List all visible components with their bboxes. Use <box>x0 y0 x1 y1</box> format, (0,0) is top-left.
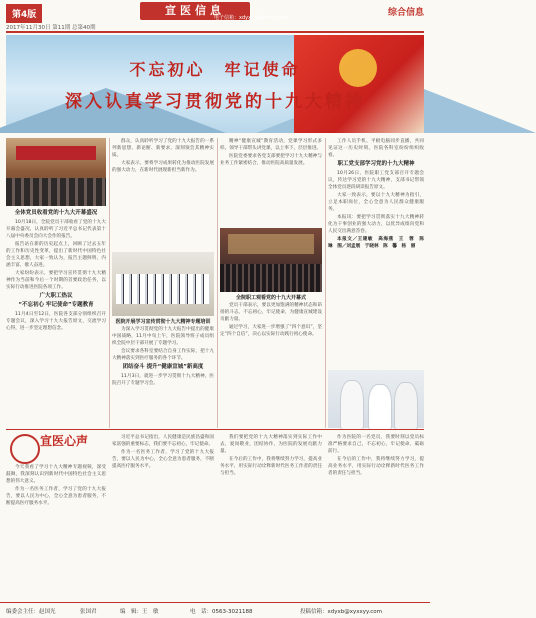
headline-banner <box>6 35 424 133</box>
photo-training-group <box>112 252 214 316</box>
page-number: 第4版 <box>6 4 42 23</box>
paragraph: 我们要把党的十九大精神落实到实际工作中去，爱岗敬业，团结协作，为医院的发展贡献力量。 <box>220 435 322 454</box>
paragraph: 今天我看了学习十九大精神专题视频，深受鼓舞，我深刻认识到新时代中国特色社会主义思想的伟大意义。 <box>6 465 106 484</box>
article-col-2 <box>112 138 214 248</box>
masthead-brand: 宣医信息 <box>140 2 250 20</box>
paragraph: 为深入学习贯彻党的十九大报告中提出的健康中国战略，11月中旬上午，医院领导班子成员组织全院中层干部开展了专题学习。 <box>112 327 214 346</box>
subheading: 职工党支部学习党的十九大精神 <box>337 161 415 167</box>
paragraph: 作为一名医务工作者，学习了党的十九大报告，要以人民为中心，全心全意为患者服务，不断提高医疗服务水平。 <box>6 487 106 506</box>
article-col-4 <box>328 138 429 368</box>
footer-email: 投稿信箱：xdyxb@xyxxyy.com <box>300 609 382 615</box>
feature-col-1 <box>6 464 106 598</box>
paragraph: 11月4日至12日，医院各支部分别组织召开专题会议，深入学习十九大报告原文，交流学习心得，进一步坚定理想信念。 <box>6 312 106 331</box>
subheading: 广大职工热议 <box>39 293 73 299</box>
paragraph: 党员干部表示，要以更加饱满的精神状态和昂扬的斗志，不忘初心，牢记使命，为健康宣城建设贡献力量。 <box>220 303 322 322</box>
paragraph: 会议要求各科室要结合自身工作实际，把十九大精神落实到医疗服务的各个环节。 <box>112 349 214 361</box>
paragraph: 作为医院的一名党员，我要时刻以党员标准严格要求自己，不忘初心，牢记使命，砥砺前行。 <box>328 435 424 454</box>
paragraph: 11月3日，就进一步学习贯彻十九大精神，医院召开了专题学习会。 <box>112 374 214 386</box>
paragraph: 10月26日，医院职工党支部召开专题会议，传达学习党的十九大精神，支部书记带领全体党员逐段研读报告原文。 <box>328 171 424 190</box>
party-flag-image <box>294 35 424 133</box>
paragraph: 精神“健康宣城”教育活动，党课学习形式多样。领导干部带头讲党课，以上率下，层层推进。 <box>220 139 322 151</box>
paragraph: 10月18日，全院党员干部收看了党的十九大开幕会盛况，认真聆听了习近平总书记代表第十八届中央委员会向大会作的报告。 <box>6 220 106 239</box>
subheading: “不忘初心 牢记使命”专题教育 <box>18 302 94 308</box>
feature-col-3 <box>220 434 322 598</box>
paragraph: 大家表示，要将学习成果转化为推动医院发展的强大动力，在新时代展现新担当新作为。 <box>112 161 214 173</box>
paragraph: 大家一致表示，要以十九大精神为指引，立足本职岗位，全心全意为人民群众健康服务。 <box>328 193 424 212</box>
paragraph: 报告站在新的历史起点上，回顾了过去五年的工作和历史性变革，提出了新时代中国特色社会主义思想，大家一致认为，报告主题鲜明、内涵丰富、催人奋进。 <box>6 242 106 268</box>
headline-line-1: 不忘初心 牢记使命 <box>129 60 301 79</box>
article-col-1 <box>6 208 106 428</box>
feature-title: 宣医心声 <box>40 434 89 448</box>
subheading: 团结奋斗 提升“健康宣城”新高度 <box>122 364 204 370</box>
paragraph: 在今后的工作中，我将继续努力学习，提高业务水平，用实际行动诠释新时代医务工作者的责任与担当。 <box>220 457 322 476</box>
paragraph: 医院党委要求各党支部要把学习十九大精神与业务工作紧密结合，推动医院高质量发展。 <box>220 154 322 166</box>
paragraph: 作为一名医务工作者，学习了党的十九大报告，要以人民为中心，全心全意为患者服务，不断提高医疗服务水平。 <box>112 450 214 469</box>
article-col-2b <box>112 326 214 428</box>
feature-emblem <box>10 434 40 464</box>
footer-editor: 编 辑：王 敏 <box>120 609 159 615</box>
feature-col-4 <box>328 434 424 598</box>
section-title: 综合信息 <box>387 8 424 18</box>
photo-caption: 医院开展学习宣传贯彻十九大精神专题培训 <box>115 319 211 325</box>
footer-editor-chief: 编委会主任：赵国光 <box>6 609 56 615</box>
paragraph: 在今后的工作中，我将继续努力学习，提高业务水平，用实际行动诠释新时代医务工作者的责任与担当。 <box>328 457 424 476</box>
paragraph: 大家纷纷表示，要把学习宣传贯彻十九大精神作为当前和今后一个时期的首要政治任务，以实际行动推进医院各项工作。 <box>6 271 106 290</box>
footer-name: 张国君 <box>80 609 97 615</box>
column-divider <box>217 138 218 428</box>
footer-phone: 电 话：0563-3021188 <box>190 609 253 615</box>
feature-col-2 <box>112 434 214 598</box>
photo-meeting <box>6 138 106 206</box>
column-divider <box>109 138 110 428</box>
photo-caption: 全院职工观看党的十九大开幕式 <box>235 295 306 301</box>
dateline: 2017年11月30日 第11期 总第40期 <box>6 25 96 31</box>
paragraph: 习近平总书记指出，人民健康是民族昌盛和国家富强的重要标志，我们要不忘初心，牢记使命。 <box>112 435 214 447</box>
header-rule <box>6 31 424 33</box>
section-divider <box>6 429 424 430</box>
photo-audience <box>220 228 322 292</box>
photo-nurses <box>328 370 424 428</box>
column-divider <box>325 138 326 428</box>
paragraph: 通过学习，大家进一步增强了“四个意识”，坚定“四个自信”，决心以实际行动践行初心使命。 <box>220 325 322 337</box>
paragraph: 本报讯：要把学习贯彻落实十九大精神转化为干事创业的强大动力，以优异成绩向党和人民交出满意答卷。 <box>328 215 424 234</box>
paragraph: 工作人员手机、平板电脑同步直播，共同见证这一历史时刻。医院各科室纷纷组织收看。 <box>328 139 424 158</box>
article-heading: 全体党员收看党的十九大开幕盛况 <box>14 210 98 216</box>
byline: 本报文／王建敏 高海燕 王 蓉 陈 琳 图／刘孟展 于晓林 陈 馨 杨 丽 <box>328 237 429 249</box>
headline-line-2: 深入认真学习贯彻党的十九大精神 <box>65 92 365 112</box>
masthead-email: 电子信箱：xdyxb@xyxxyy.com <box>214 15 289 21</box>
article-col-3b <box>220 302 322 428</box>
page-header <box>0 0 430 31</box>
article-col-3 <box>220 138 322 226</box>
paragraph: 群众，认真聆听学习了党的十九大报告的一系列新思想、新论断、新要求，深刻领会其精神实质。 <box>112 139 214 158</box>
page-footer <box>0 602 430 618</box>
